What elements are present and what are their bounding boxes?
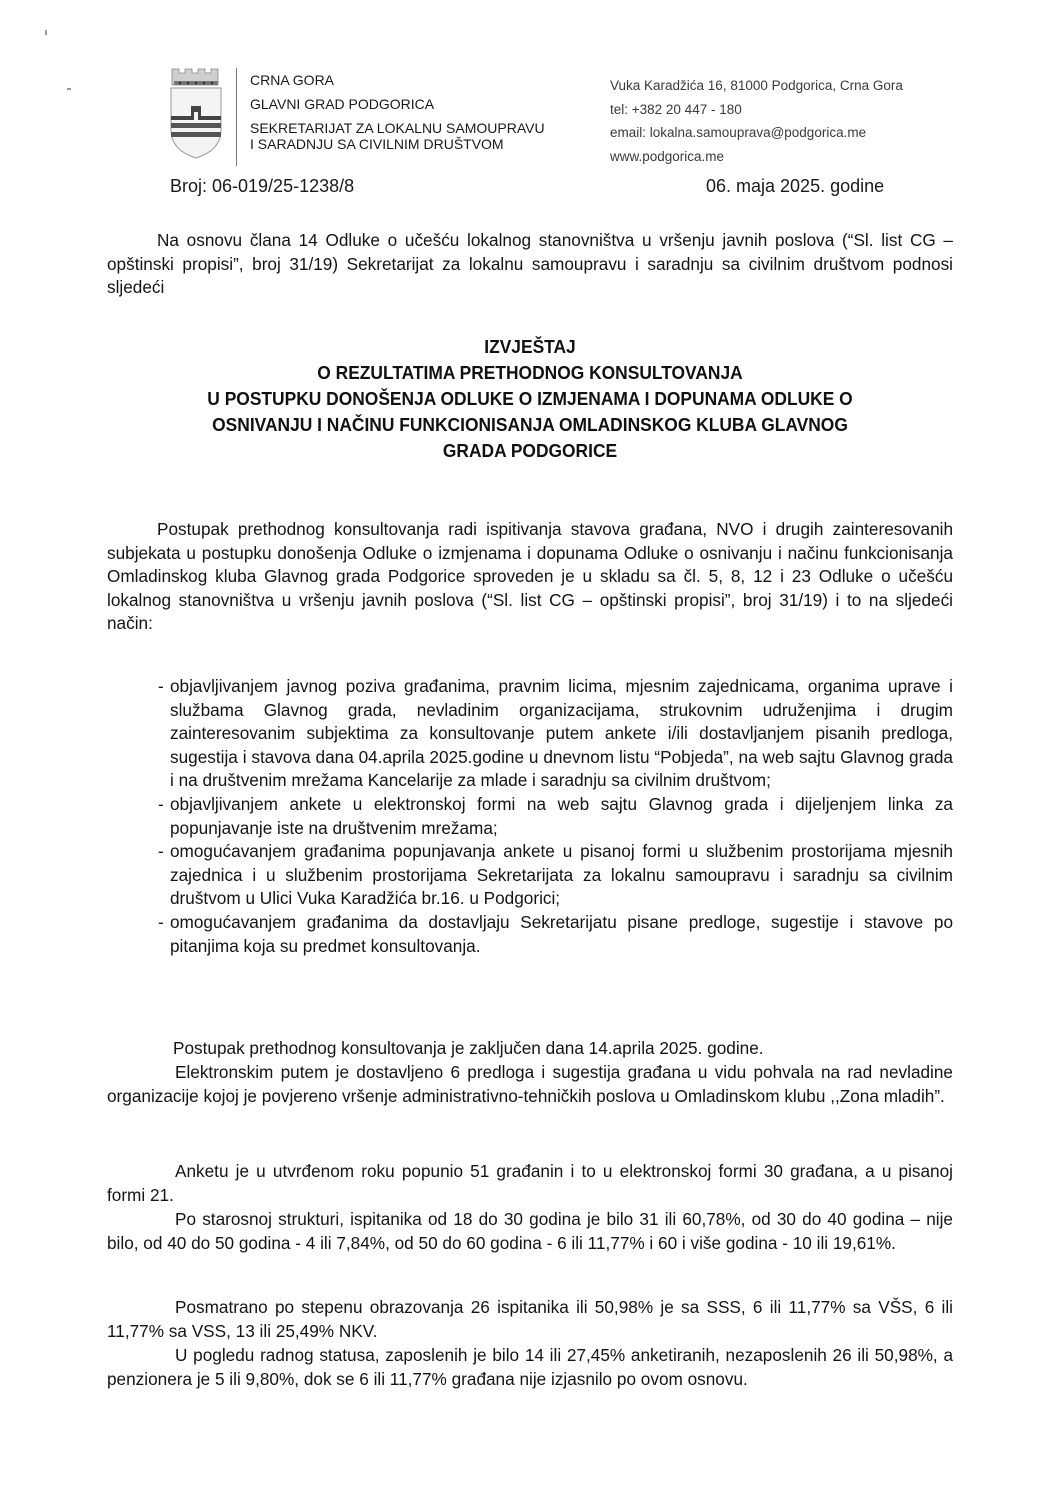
title-line: U POSTUPKU DONOŠENJA ODLUKE O IZMJENAMA I DOPUNAMA ODLUKE O [207,388,853,409]
header-institution [250,72,545,152]
title-line: IZVJEŠTAJ [484,336,576,357]
title-line: O REZULTATIMA PRETHODNOG KONSULTOVANJA [317,362,743,383]
closing-paragraph: Postupak prethodnog konsultovanja je zaključen dana 14.aprila 2025. godine. [173,1038,764,1058]
scan-artifact [45,30,47,35]
method-list [158,675,953,958]
header-contact [610,74,903,168]
dash-marker: - [158,793,164,814]
address: Vuka Karadžića 16, 81000 Podgorica, Crna Gora [610,78,903,93]
scan-artifact [67,88,71,90]
intro-paragraph: Na osnovu člana 14 Odluke o učešću lokalnog stanovništva u vršenju javnih poslova (“Sl. list CG – opštinski propisi”, broj 31/19) Sekretarijat za lokalnu samoupravu i saradnju sa civilnim društvom podnosi sljedeći [107,230,953,298]
list-item [158,840,953,911]
title-line: GRADA PODGORICE [442,440,618,461]
reference-number: Broj: 06-019/25-1238/8 [170,176,355,196]
education-paragraph: Posmatrano po stepenu obrazovanja 26 ispitanika ili 50,98% je sa SSS, 6 ili 11,77% sa VŠS, 6 ili 11,77% sa VSS, 13 ili 25,49% NKV. [107,1297,953,1341]
website: www.podgorica.me [610,148,725,164]
age-structure-paragraph: Po starosnoj strukturi, ispitanika od 18 do 30 godina je bilo 31 ili 60,78%, od 30 do 40 godina – nije bilo, od 40 do 50 godina - 4 ili 7,84%, od 50 do 60 godina - 6 ili 11,77% i 60 i više godina - 10 ili 19,61%. [107,1209,953,1253]
main-paragraph: Postupak prethodnog konsultovanja radi ispitivanja stavova građana, NVO i drugih zainteresovanih subjekata u postupku donošenja Odluke o izmjenama i dopunama Odluke o osnivanju i načinu funkcionisanja Omladinskog kluba Glavnog grada Podgorice sproveden je u skladu sa čl. 5, 8, 12 i 23 Odluke o učešću lokalnog stanovništva u vršenju javnih poslova (“Sl. list CG – opštinski propisi”, broj 31/19) i to na sljedeći način: [107,519,953,634]
city-name: GLAVNI GRAD PODGORICA [250,96,435,112]
list-item [158,793,953,840]
list-item-text: omogućavanjem građanima da dostavljaju Sekretarijatu pisane predloge, sugestije i stavove po pitanjima koja su predmet konsultovanja. [170,911,953,956]
header-divider [236,68,237,166]
list-item [158,911,953,958]
dash-marker: - [158,841,164,862]
list-item-text: objavljivanjem ankete u elektronskoj formi na web sajtu Glavnog grada i dijeljenjem linka za popunjavanje iste na društvenim mrežama; [170,793,953,838]
work-status-paragraph: U pogledu radnog statusa, zaposlenih je bilo 14 ili 27,45% anketiranih, nezaposlenih 26 ili 50,98%, a penzionera je 5 ili 9,80%, dok se 6 ili 11,77% građana nije izjasnilo po ovom osnovu. [107,1345,953,1389]
country-name: CRNA GORA [250,72,335,88]
list-item [158,675,953,793]
dash-marker: - [158,676,164,696]
secretariat-name-line1: SEKRETARIJAT ZA LOKALNU SAMOUPRAVU [250,120,545,136]
title-line: OSNIVANJU I NAČINU FUNKCIONISANJA OMLADINSKOG KLUBA GLAVNOG [212,414,848,435]
document-date: 06. maja 2025. godine [706,176,885,196]
electronic-submissions-paragraph: Elektronskim putem je dostavljeno 6 predloga i sugestija građana u vidu pohvala na rad nevladine organizacije kojoj je povjereno vršenje administrativno-tehničkih poslova u Omladinskom klubu ,,Zona mladih”. [107,1062,953,1106]
email: email: lokalna.samouprava@podgorica.me [610,125,867,140]
secretariat-name-line2: I SARADNJU SA CIVILNIM DRUŠTVOM [250,136,504,152]
phone: tel: +382 20 447 - 180 [610,101,742,117]
document-title [126,334,934,464]
list-item-text: objavljivanjem javnog poziva građanima, pravnim licima, mjesnim zajednicama, organima uprave i službama Glavnog grada, nevladinim organizacijama, strukovnim udruženjima i drugim zainteresovanim subjektima za konsultovanje putem ankete i/ili dostavljanjem pisanih predloga, sugestija i stavova dana 04.aprila 2025.godine u dnevnom listu “Pobjeda”, na web sajtu Glavnog grada i na društvenim mrežama Kancelarije za mlade i saradnju sa civilnim društvom; [170,676,953,791]
list-item-text: omogućavanjem građanima popunjavanja ankete u pisanoj formi u službenim prostorijama mjesnih zajednica i u službenim prostorijama Sekretarijata za lokalnu samoupravu i saradnju sa civilnim društvom u Ulici Vuka Karadžića br.16. u Podgorici; [170,841,953,909]
dash-marker: - [158,911,164,932]
survey-paragraph: Anketu je u utvrđenom roku popunio 51 građanin i to u elektronskoj formi 30 građana, a u pisanoj formi 21. [107,1161,953,1205]
coat-of-arms-icon [168,63,224,161]
